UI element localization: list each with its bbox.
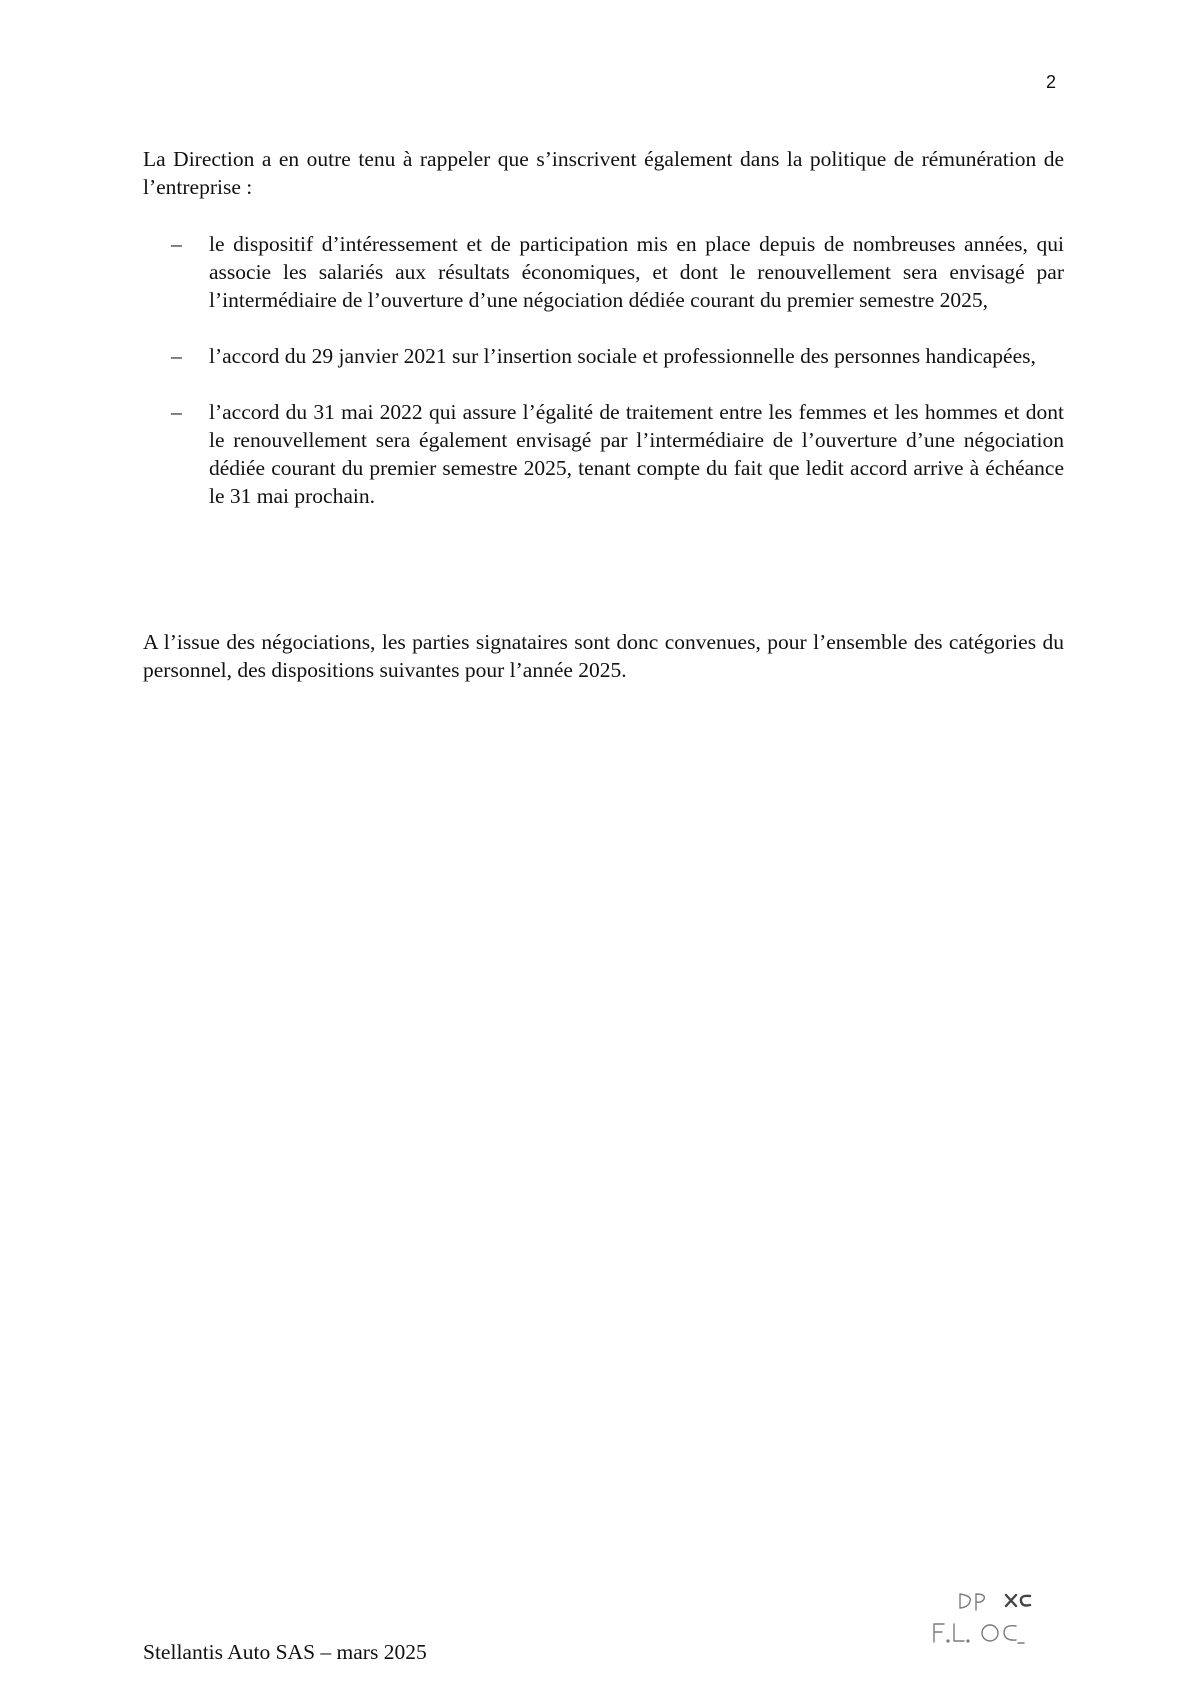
footer-text: Stellantis Auto SAS – mars 2025 — [143, 1640, 427, 1664]
benefit-list — [143, 230, 1064, 510]
intro-paragraph: La Direction a en outre tenu à rappeler que s’inscrivent également dans la politique de rémunération de l’entreprise : — [143, 147, 1064, 199]
handwritten-initials — [920, 1582, 1060, 1652]
page-number: 2 — [1046, 72, 1057, 92]
list-item — [143, 342, 1064, 370]
list-item — [143, 230, 1064, 314]
dash-bullet: – — [171, 400, 182, 424]
dash-bullet: – — [171, 344, 182, 368]
dash-bullet: – — [171, 232, 182, 256]
list-item-text: le dispositif d’intéressement et de participation mis en place depuis de nombreuses années, qui associe les salariés aux résultats économiques, et dont le renouvellement sera envisagé par l’intermédiaire de l’ouverture d’une négociation dédiée courant du premier semestre 2025, — [209, 232, 1064, 312]
list-item — [143, 398, 1064, 510]
list-item-text: l’accord du 29 janvier 2021 sur l’insertion sociale et professionnelle des personnes handicapées, — [209, 344, 1036, 368]
conclusion-paragraph: A l’issue des négociations, les parties signataires sont donc convenues, pour l’ensemble des catégories du personnel, des dispositions suivantes pour l’année 2025. — [143, 630, 1064, 682]
list-item-text: l’accord du 31 mai 2022 qui assure l’égalité de traitement entre les femmes et les hommes et dont le renouvellement sera également envisagé par l’intermédiaire de l’ouverture d’une négociation dédiée courant du premier semestre 2025, tenant compte du fait que ledit accord arrive à échéance le 31 mai prochain. — [209, 400, 1064, 508]
